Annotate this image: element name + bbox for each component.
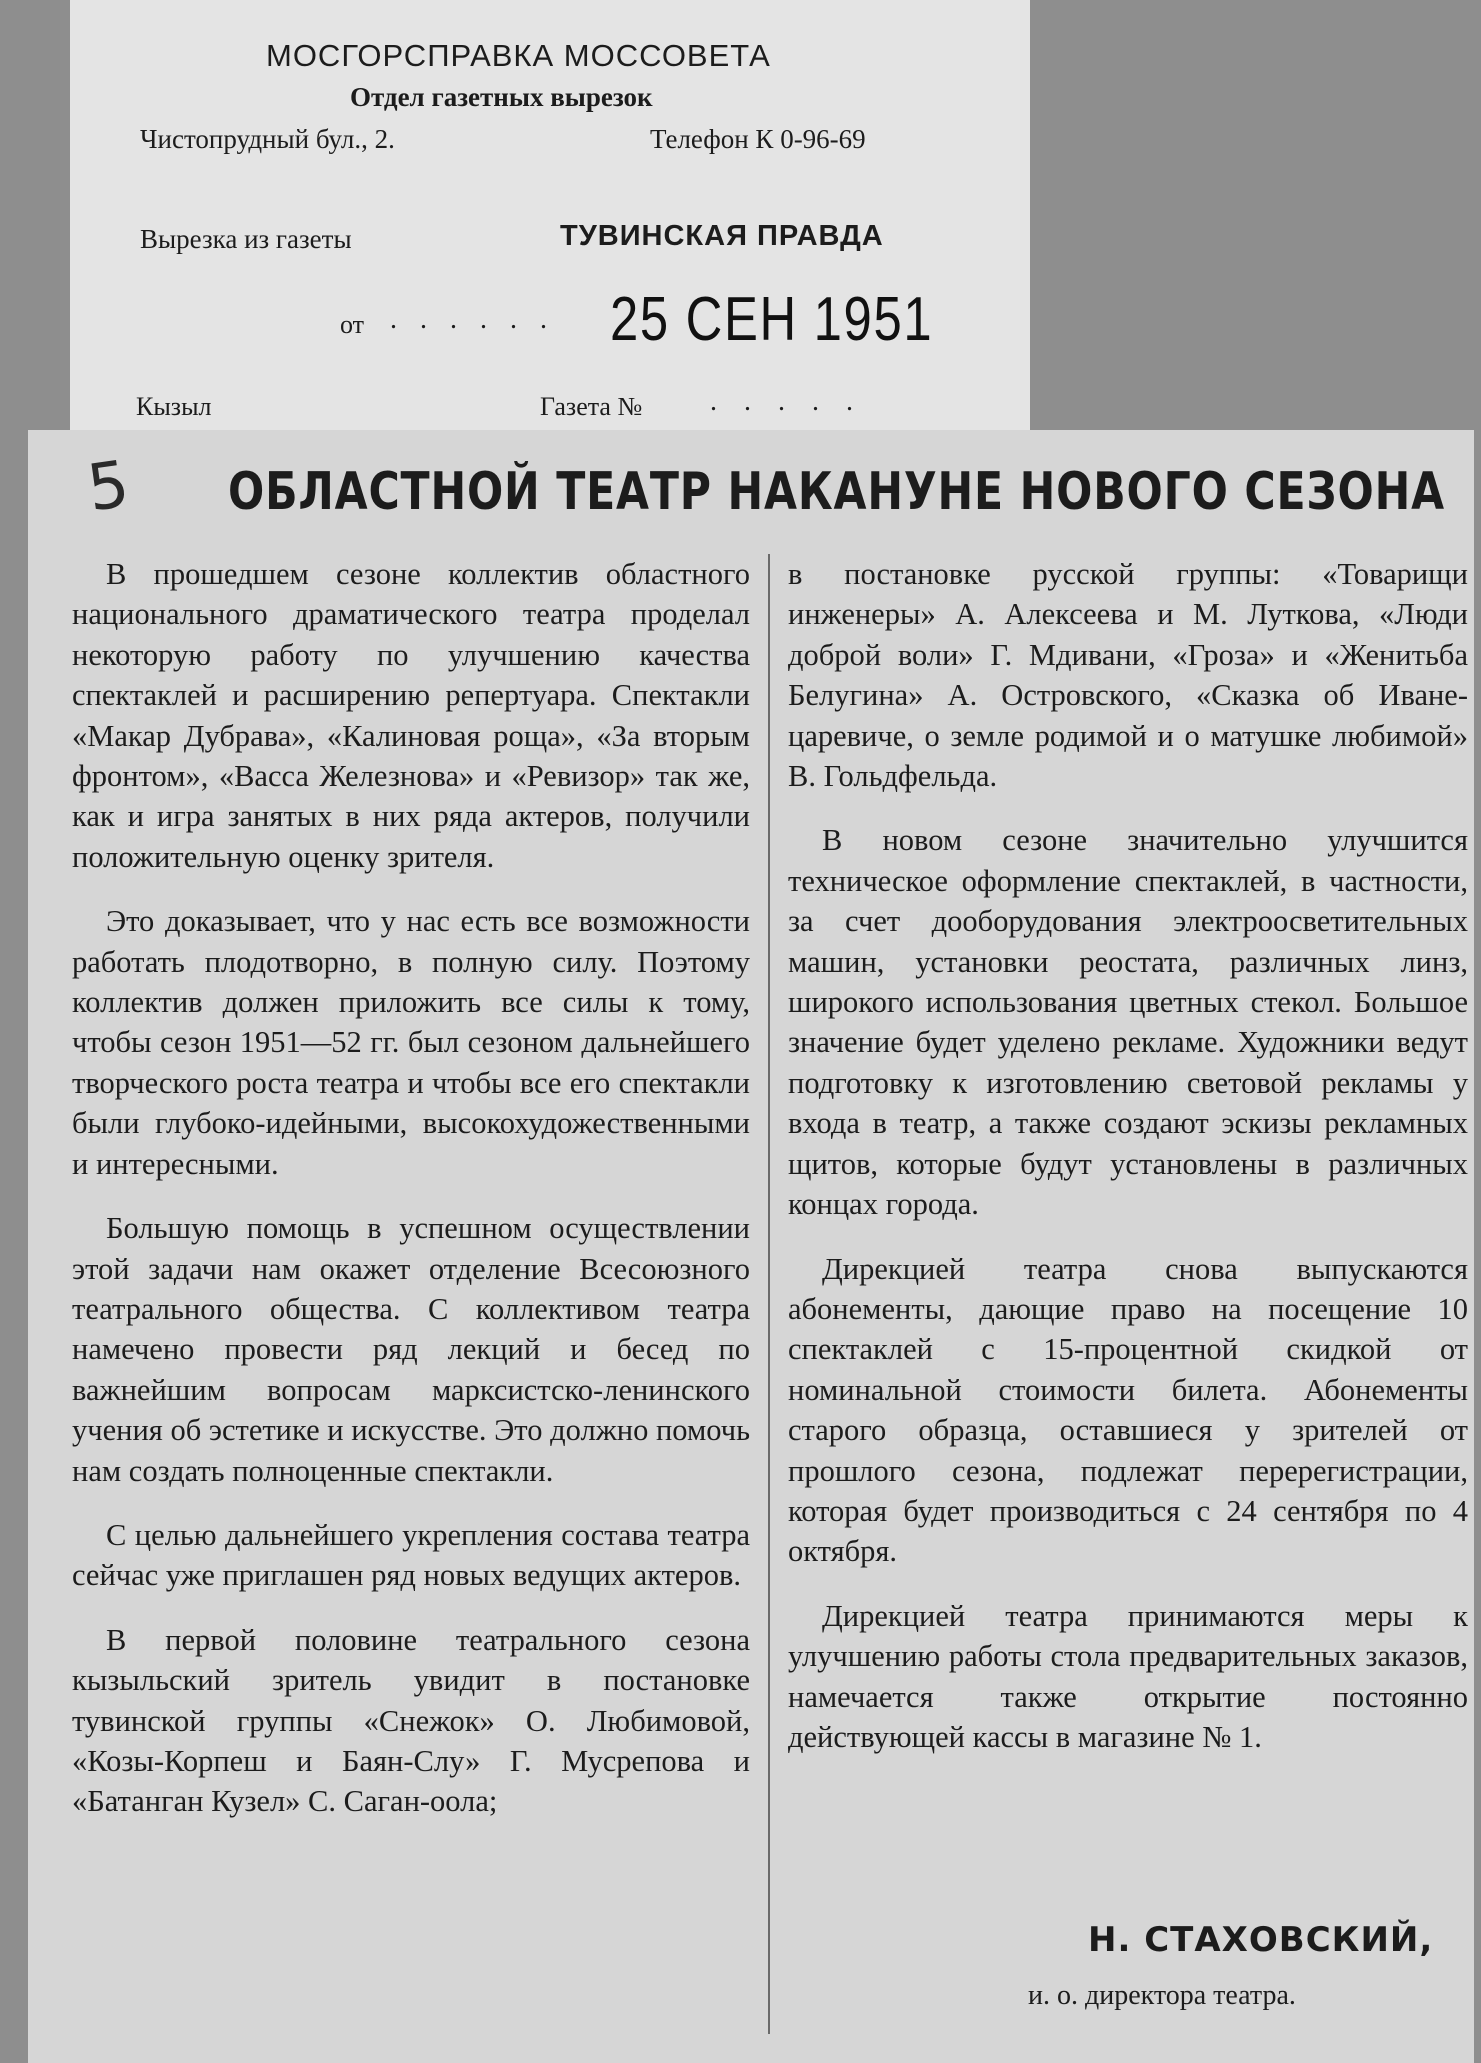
article-paragraph: Это доказывает, что у нас есть все возможности работать плодотворно, в полную силу. Поэтому коллектив должен приложить все силы к тому, чтобы сезон 1951—52 гг. был сезоном дальнейшего творческого роста театра и чтобы все его спектакли были глубоко-идейными, высокохудожественными и интересными.	[72, 904, 750, 1181]
article-headline: ОБЛАСТНОЙ ТЕАТР НАКАНУНЕ НОВОГО СЕЗОНА	[228, 462, 1445, 522]
date-dots: . . . . . .	[390, 304, 555, 335]
article-paragraph: В прошедшем сезоне коллектив областного национального драматического театра проделал некоторую работу по улучшению качества спектаклей и расширению репертуара. Спектакли «Макар Дубрава», «Калиновая роща», «За вторым фронтом», «Васса Железнова» и «Ревизор» так же, как и игра занятых в них ряда актеров, получили положительную оценку зрителя.	[72, 557, 750, 874]
right-column	[788, 554, 1468, 1781]
article-paragraph: В новом сезоне значительно улучшится техническое оформление спектаклей, в частности, за счет дооборудования электроосветительных машин, установки реостата, различных линз, широкого использования цветных стекол. Большое значение будет уделено рекламе. Художники ведут подготовку к изготовлению световой рекламы у входа в театр, а также создают эскизы рекламных щитов, которые будут установлены в различных концах города.	[788, 823, 1468, 1222]
article-paragraph: Большую помощь в успешном осуществлении этой задачи нам окажет отделение Всесоюзного театрального общества. С коллективом театра намечено провести ряд лекций и бесед по важнейшим вопросам марксистско-ленинского учения об эстетике и искусстве. Это должно помочь нам создать полноценные спектакли.	[72, 1211, 750, 1488]
agency-phone: Телефон К 0-96-69	[650, 124, 866, 154]
department-name: Отдел газетных вырезок	[350, 82, 653, 112]
article-paragraph: В первой половине театрального сезона кызыльский зритель увидит в постановке тувинской группы «Снежок» О. Любимовой, «Козы-Корпеш и Баян-Слу» Г. Мусрепова и «Батанган Кузел» С. Саган-оола;	[72, 1622, 750, 1819]
agency-name: МОСГОРСПРАВКА МОССОВЕТА	[266, 38, 771, 73]
newspaper-clipping	[28, 430, 1474, 2063]
article-paragraph: С целью дальнейшего укрепления состава театра сейчас уже приглашен ряд новых ведущих актеров.	[72, 1517, 750, 1593]
column-divider	[768, 554, 770, 2034]
left-column	[72, 554, 750, 1846]
agency-address: Чистопрудный бул., 2.	[140, 124, 395, 154]
date-stamp: 25 СЕН 1951	[610, 285, 934, 354]
author-title: и. о. директора театра.	[1028, 1980, 1296, 2011]
clipping-service-slip	[70, 0, 1030, 430]
clip-label: Вырезка из газеты	[140, 224, 352, 254]
paper-number-label: Газета №	[540, 392, 643, 421]
paper-number-dots: . . . . .	[710, 386, 863, 417]
article-paragraph: в постановке русской группы: «Товарищи инженеры» А. Алексеева и М. Луткова, «Люди доброй воли» Г. Мдивани, «Гроза» и «Женитьба Белугина» А. Островского, «Сказка об Иване-царевиче, о земле родимой и о матушке любимой» В. Гольдфельда.	[788, 557, 1468, 794]
date-from-label: от	[340, 310, 365, 339]
article-paragraph: Дирекцией театра снова выпускаются абонементы, дающие право на посещение 10 спектаклей с 15-процентной скидкой от номинальной стоимости билета. Абонементы старого образца, оставшиеся у зрителей от прошлого сезона, подлежат перерегистрации, которая будет производиться с 24 сентября по 4 октября.	[788, 1251, 1468, 1569]
newspaper-name: ТУВИНСКАЯ ПРАВДА	[560, 220, 884, 252]
city-label: Кызыл	[136, 392, 212, 421]
article-paragraph: Дирекцией театра принимаются меры к улучшению работы стола предварительных заказов, намечается также открытие постоянно действующей кассы в магазине № 1.	[788, 1598, 1468, 1754]
pencil-mark: 5	[83, 447, 134, 527]
author-signature: Н. СТАХОВСКИЙ,	[1088, 1920, 1434, 1960]
